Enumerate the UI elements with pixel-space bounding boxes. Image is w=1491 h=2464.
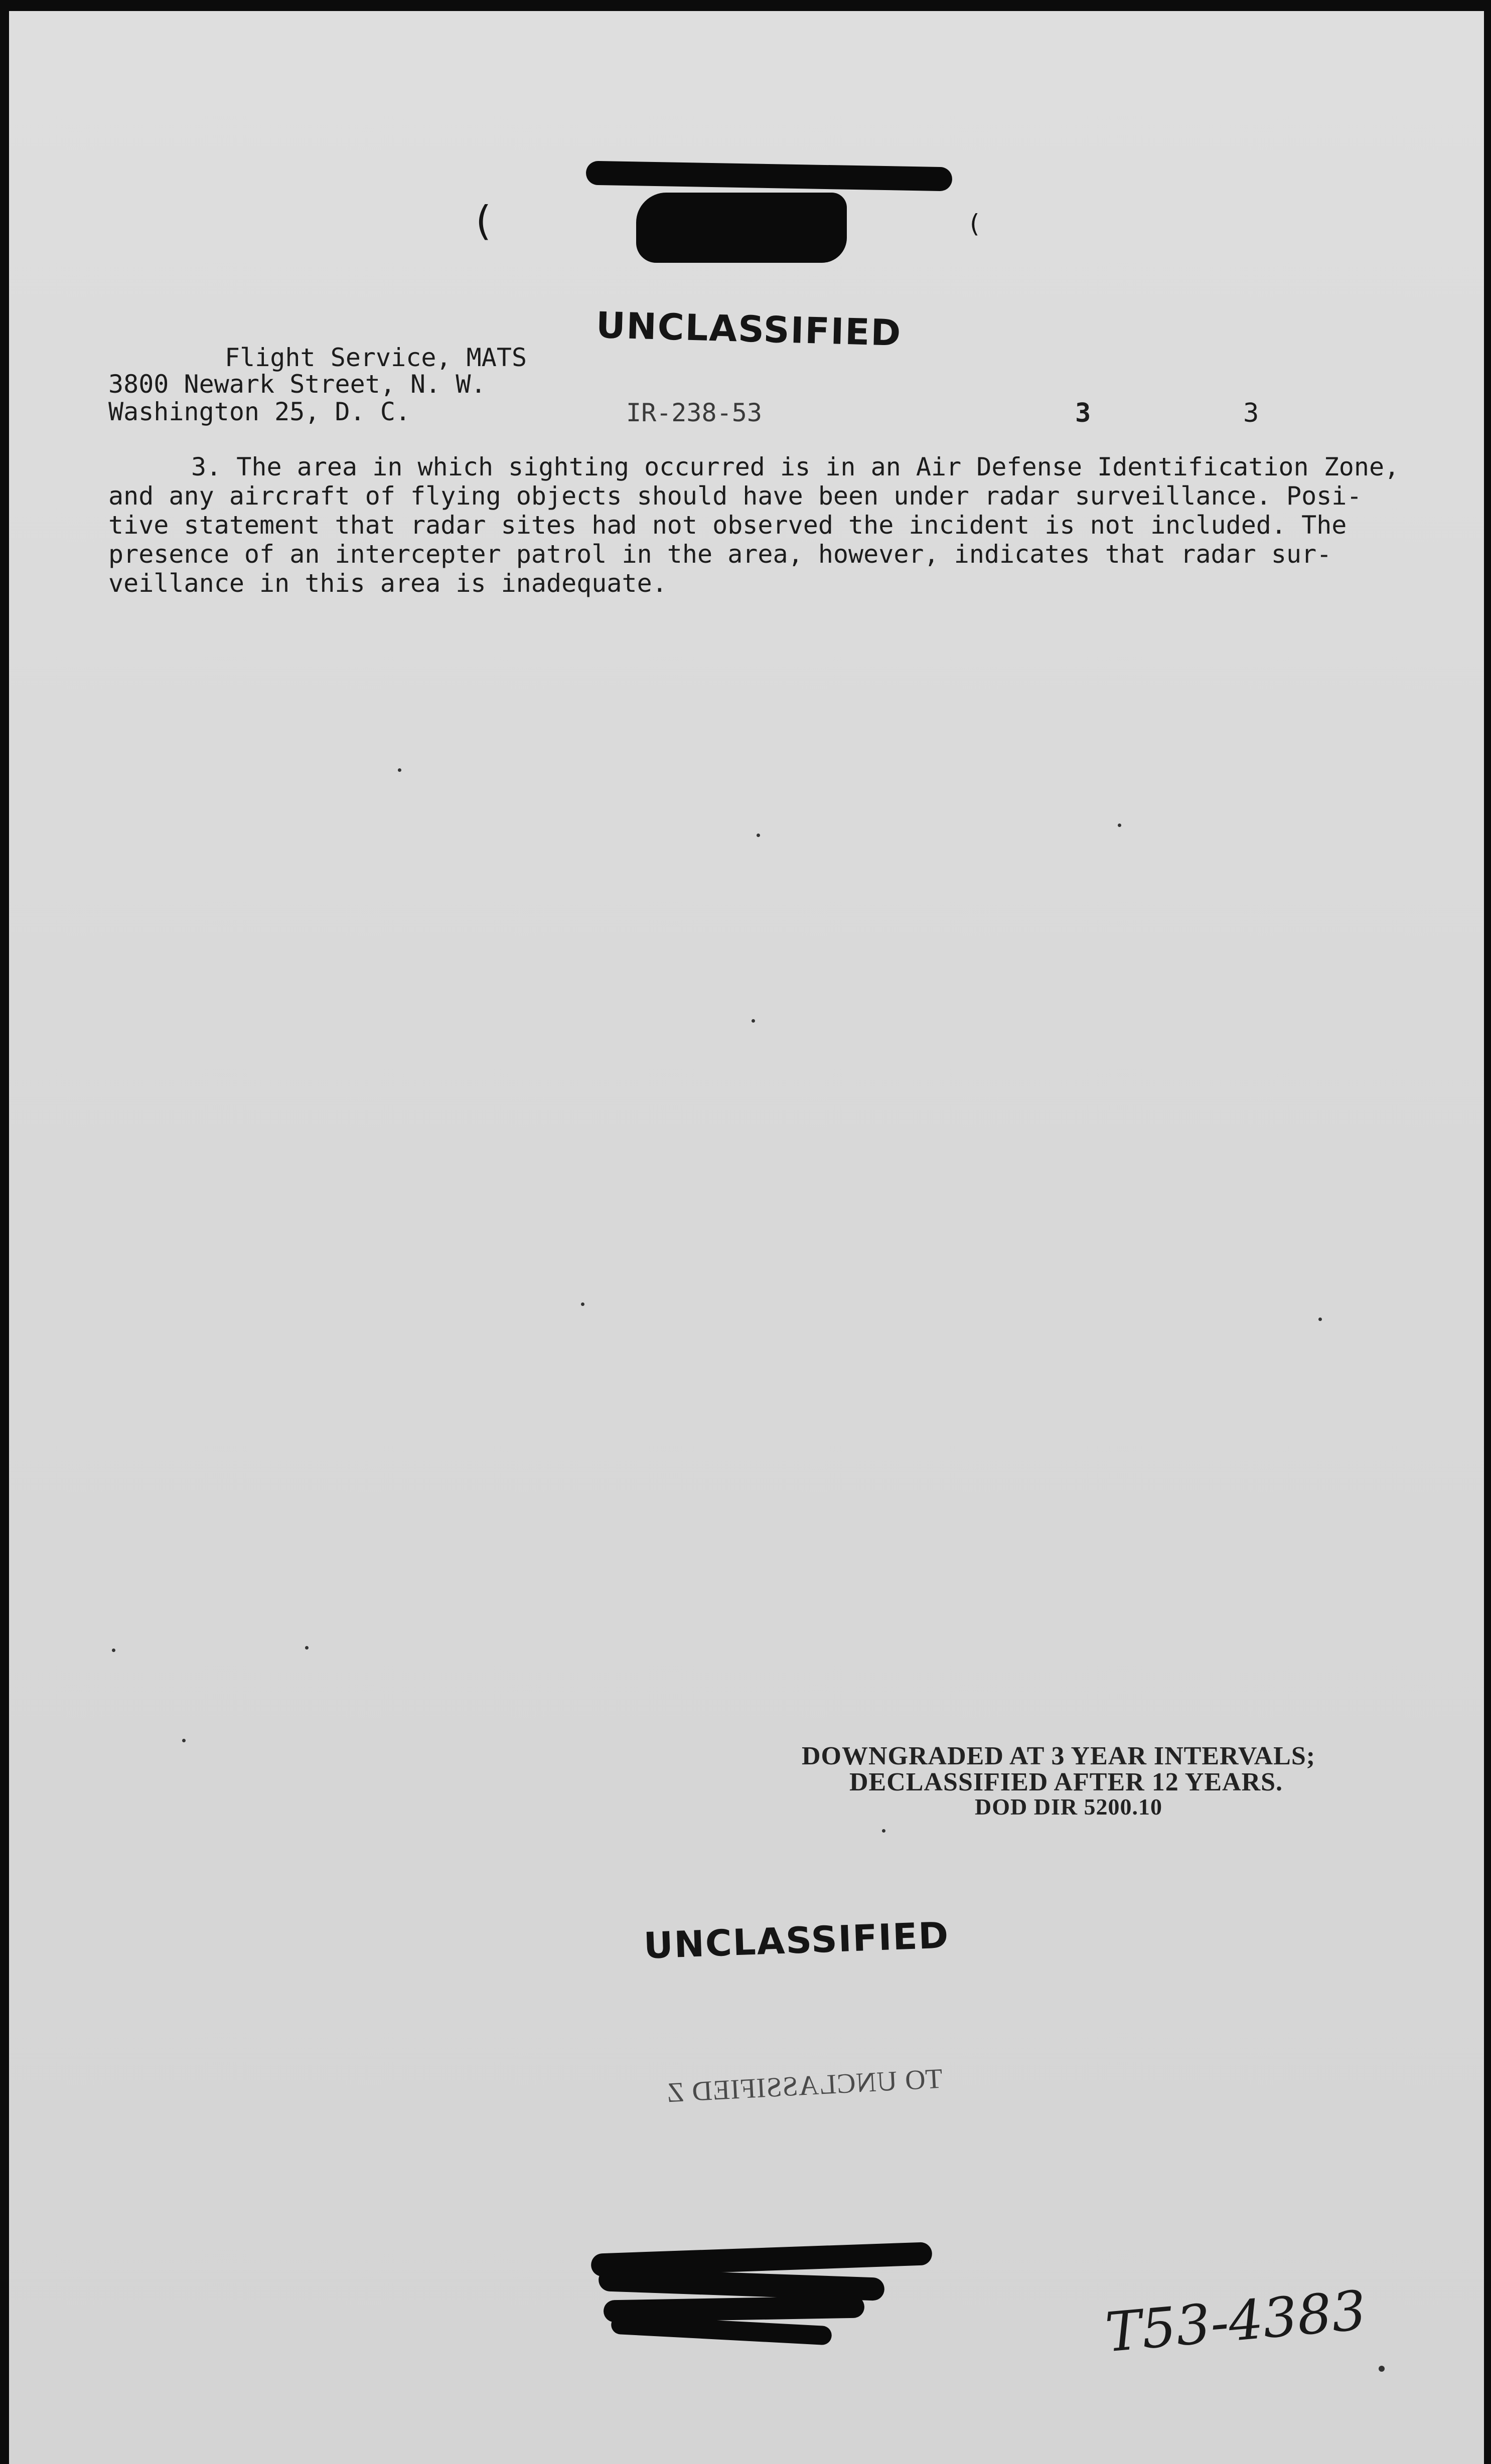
speck	[305, 1646, 309, 1650]
redaction-bar-top	[586, 161, 953, 192]
paragraph-line: veillance in this area is inadequate.	[108, 569, 667, 598]
speck	[398, 768, 401, 772]
downgrade-stamp-line-2: DECLASSIFIED AFTER 12 YEARS.	[849, 1768, 1283, 1796]
classification-stamp-bottom: UNCLASSIFIED	[643, 1914, 950, 1967]
address-line-2: 3800 Newark Street, N. W.	[108, 370, 486, 399]
paragraph-line: tive statement that radar sites had not observed the incident is not included. The	[108, 511, 1347, 540]
speck	[757, 834, 760, 837]
classification-stamp-top: UNCLASSIFIED	[595, 304, 903, 354]
speck	[581, 1302, 584, 1306]
redaction-block-top	[636, 193, 847, 263]
paren-left: (	[476, 198, 493, 244]
paragraph-line: presence of an intercepter patrol in the area, however, indicates that radar sur-	[108, 540, 1332, 569]
address-line-1: Flight Service, MATS	[225, 343, 527, 372]
speck	[182, 1739, 186, 1742]
mirrored-stamp: TO UNCLASSIFIED Z	[665, 2063, 944, 2109]
document-page	[9, 11, 1484, 2464]
downgrade-stamp-line-3: DOD DIR 5200.10	[975, 1794, 1163, 1820]
page-number-b: 3	[1243, 398, 1259, 428]
speck	[752, 1019, 755, 1023]
paragraph-line: and any aircraft of flying objects should have been under radar surveillance. Posi-	[108, 481, 1362, 511]
speck	[882, 1829, 885, 1833]
speck	[1379, 2366, 1385, 2372]
body-paragraph	[108, 452, 1399, 598]
address-line-3: Washington 25, D. C.	[108, 397, 411, 426]
speck	[112, 1649, 115, 1652]
speck	[1118, 824, 1121, 827]
handwritten-reference: T53-4383	[1103, 2279, 1369, 2365]
downgrade-stamp-line-1: DOWNGRADED AT 3 YEAR INTERVALS;	[802, 1742, 1316, 1770]
paragraph-line: 3. The area in which sighting occurred is in an Air Defense Identification Zone,	[191, 452, 1400, 481]
paren-right: (	[970, 209, 981, 238]
report-number: IR-238-53	[626, 398, 762, 427]
speck	[1318, 1318, 1322, 1321]
page-number-a: 3	[1075, 398, 1091, 428]
